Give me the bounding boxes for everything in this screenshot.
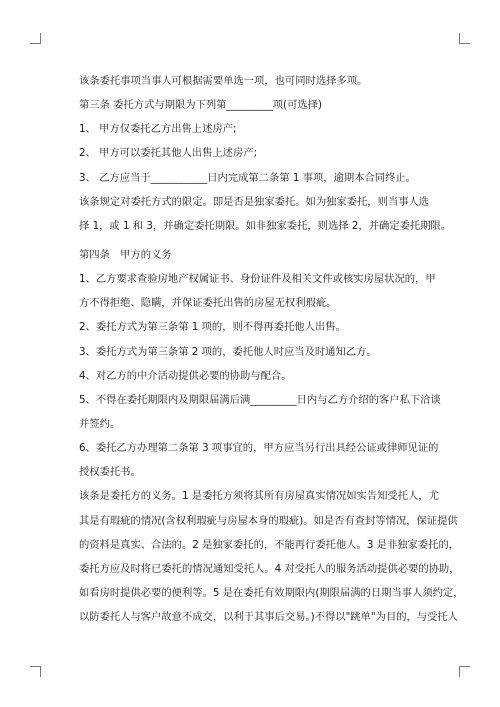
list-item-continuation: 并签约。 xyxy=(79,417,121,430)
paragraph-line: 该条是委托方的义务。1 是委托方须将其所有房屋真实情况如实告知受托人，尤 xyxy=(79,490,439,503)
list-item: 3、委托方式为第三条第 2 项的，委托他人时应当及时通知乙方。 xyxy=(79,345,377,358)
paragraph-line: 该条委托事项当事人可根据需要单选一项，也可同时选择多项。 xyxy=(79,75,368,87)
crop-mark-top-left-v xyxy=(40,33,41,44)
paragraph-line: 委托方应及时将已委托的情况通知受托人。4 对受托人的服务活动提供必要的协助， xyxy=(79,562,460,575)
paragraph-line: 如看房时提供必要的便利等。5 是在委托有效期限内(期限届满的日期当事人须约定， xyxy=(79,586,464,599)
paragraph-line: 的资料是真实、合法的。2 是独家委托的，不能再行委托他人。3 是非独家委托的， xyxy=(79,538,460,551)
paragraph-line: 择 1，或 1 和 3，并确定委托期限。如非独家委托，则选择 2，并确定委托期限。 xyxy=(79,219,452,232)
crop-mark-bottom-right-v xyxy=(459,666,460,677)
list-item: 3、 乙方应当于___________日内完成第二条第 1 事项，逾期本合同终止。 xyxy=(79,171,416,184)
article-three-heading: 第三条 委托方式与期限为下列第_________项(可选择) xyxy=(79,99,322,112)
list-item-continuation: 授权委托书。 xyxy=(79,466,141,479)
list-item: 2、委托方式为第三条第 1 项的，则不得再委托他人出售。 xyxy=(79,321,346,334)
list-item: 1、 甲方仅委托乙方出售上述房产; xyxy=(79,123,237,136)
crop-mark-bottom-right-h xyxy=(459,666,470,667)
list-item: 4、对乙方的中介活动提供必要的协助与配合。 xyxy=(79,369,292,382)
crop-mark-bottom-left-v xyxy=(40,666,41,677)
article-four-heading: 第四条 甲方的义务 xyxy=(79,248,172,261)
paragraph-line: 其是有瑕疵的情况(含权利瑕疵与房屋本身的瑕疵)。如是否有查封等情况，保证提供 xyxy=(79,514,458,527)
list-item-continuation: 方不得拒绝、隐瞒，并保证委托出售的房屋无权利瑕疵。 xyxy=(79,297,337,310)
paragraph-line: 以防委托人与客户故意不成交，以利于其事后交易。)不得以"跳单"为目的，与受托人 xyxy=(79,611,459,624)
list-item: 6、委托乙方办理第二条第 3 项事宜的，甲方应当另行出具经公证或律师见证的 xyxy=(79,442,439,455)
crop-mark-bottom-left-h xyxy=(30,666,40,667)
crop-mark-top-right-h xyxy=(459,43,470,44)
list-item: 2、 甲方可以委托其他人出售上述房产; xyxy=(79,147,258,160)
document-body xyxy=(79,69,464,629)
list-item: 1、乙方要求查验房地产权属证书、身份证件及相关文件或核实房屋状况的，甲 xyxy=(79,273,436,286)
paragraph-line: 该条规定对委托方式的限定。即是否是独家委托。如为独家委托，则当事人选 xyxy=(79,195,430,208)
crop-mark-top-left-h xyxy=(30,43,40,44)
list-item: 5、不得在委托期限内及期限届满后满_________日内与乙方介绍的客户私下洽谈 xyxy=(79,393,441,406)
crop-mark-top-right-v xyxy=(459,33,460,44)
